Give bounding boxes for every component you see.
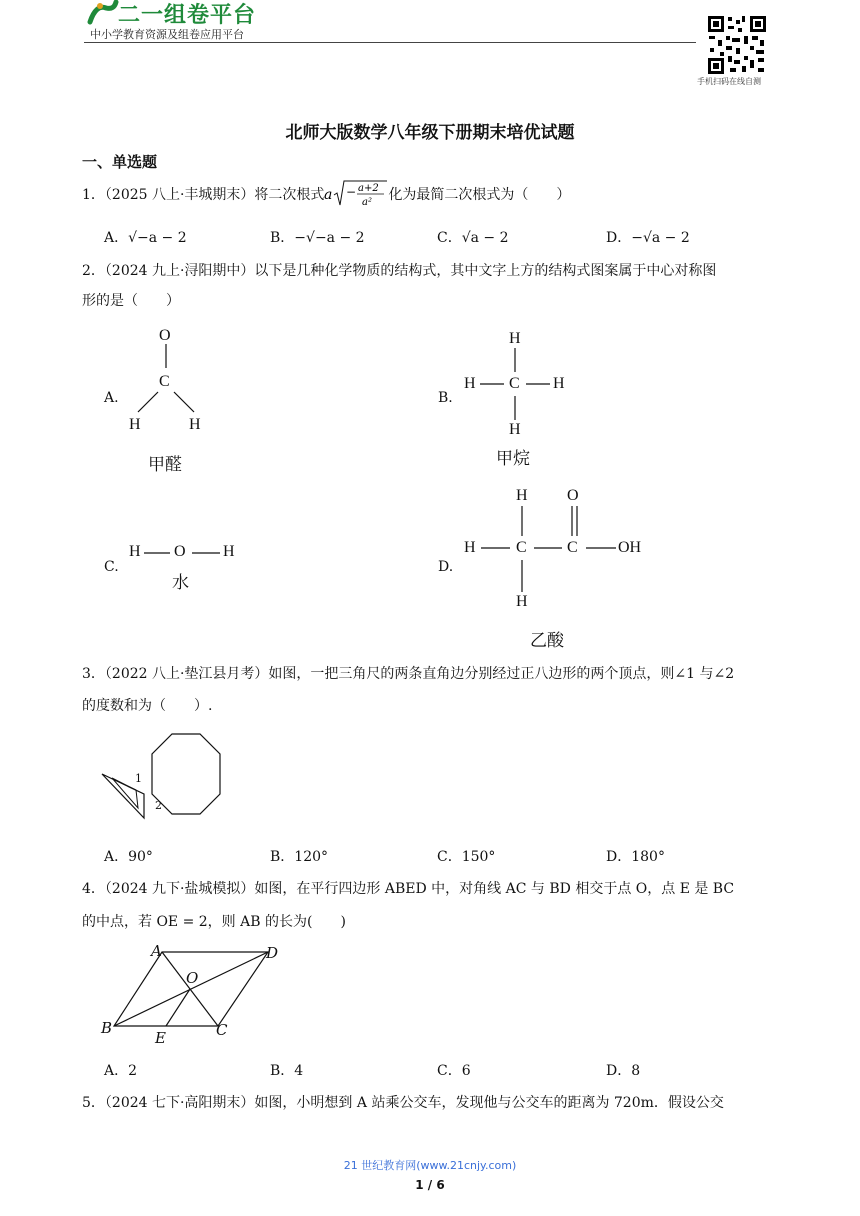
svg-text:a: a <box>324 187 333 203</box>
atom-h: H <box>509 421 521 438</box>
q4-option-a[interactable]: A．2 <box>104 1063 138 1079</box>
question-4-line1: 4．（2024 九下·盐城模拟）如图，在平行四边形 ABED 中，对角线 AC 与 BD 相交于点 O，点 E 是 BC <box>82 881 735 897</box>
methane-name: 甲烷 <box>496 449 530 469</box>
atom-h: H <box>464 375 476 392</box>
atom-c: C <box>567 539 578 556</box>
acetic-acid-name: 乙酸 <box>530 631 564 651</box>
point-o: O <box>186 969 199 987</box>
atom-c: C <box>159 373 170 390</box>
logo-text: 二一组卷平台 <box>118 3 257 28</box>
question-1-text-before: 1．（2025 八上·丰城期末）将二次根式 <box>82 187 325 203</box>
question-2-line1: 2．（2024 九上·浔阳期中）以下是几种化学物质的结构式，其中文字上方的结构式图案属于中心对称图 <box>82 263 717 279</box>
question-3-line1: 3．（2022 八上·垫江县月考）如图，一把三角尺的两条直角边分别经过正八边形的两个顶点，则∠1 与∠2 <box>82 666 735 682</box>
octagon-triangle-diagram <box>98 728 222 828</box>
atom-c: C <box>516 539 527 556</box>
q4-option-b[interactable]: B．4 <box>270 1063 304 1079</box>
q2-option-c-label[interactable]: C. <box>104 559 119 575</box>
footer-link[interactable]: 21 世纪教育网(www.21cnjy.com) <box>343 1159 517 1172</box>
q3-option-d[interactable]: D．180° <box>606 849 665 865</box>
q1-option-a[interactable]: A．√−a − 2 <box>104 230 187 246</box>
header-divider <box>84 42 696 43</box>
atom-c: C <box>509 375 520 392</box>
question-1-text-after: 化为最简二次根式为（ ） <box>388 187 571 203</box>
atom-h: H <box>129 416 141 433</box>
atom-h: H <box>464 539 476 556</box>
svg-text:a²: a² <box>362 197 373 208</box>
q1-option-b[interactable]: B．−√−a − 2 <box>270 230 365 246</box>
atom-h: H <box>516 593 528 610</box>
point-e: E <box>155 1029 166 1047</box>
atom-h: H <box>516 487 528 504</box>
radical-expression <box>324 183 388 208</box>
question-5-line1: 5．（2024 七下·高阳期末）如图，小明想到 A 站乘公交车，发现他与公交车的距离为 720m．假设公交 <box>82 1095 724 1111</box>
angle-2-label: 2 <box>155 799 162 812</box>
parallelogram-diagram <box>100 940 290 1050</box>
q4-option-c[interactable]: C．6 <box>437 1063 471 1079</box>
atom-oh: OH <box>618 539 642 556</box>
question-1 <box>82 182 782 208</box>
q3-option-c[interactable]: C．150° <box>437 849 496 865</box>
site-logo-icon <box>86 0 120 26</box>
atom-o: O <box>159 327 171 344</box>
angle-1-label: 1 <box>135 772 142 785</box>
point-a: A <box>151 942 162 960</box>
svg-text:a+2: a+2 <box>358 183 380 194</box>
site-subtitle: 中小学教育资源及组卷应用平台 <box>90 28 244 41</box>
q4-option-d[interactable]: D．8 <box>606 1063 641 1079</box>
q1-option-d[interactable]: D．−√a − 2 <box>606 230 690 246</box>
atom-h: H <box>553 375 565 392</box>
q2-option-a-label[interactable]: A. <box>104 390 119 406</box>
formaldehyde-name: 甲醛 <box>148 455 182 475</box>
water-name: 水 <box>172 573 189 593</box>
atom-o: O <box>174 543 186 560</box>
q2-option-b-label[interactable]: B. <box>438 390 453 406</box>
qr-code-icon[interactable] <box>706 14 768 76</box>
q3-option-b[interactable]: B．120° <box>270 849 329 865</box>
atom-h: H <box>223 543 235 560</box>
atom-h: H <box>189 416 201 433</box>
atom-h: H <box>509 330 521 347</box>
atom-h: H <box>129 543 141 560</box>
page-number: 1 / 6 <box>415 1178 445 1192</box>
page-title: 北师大版数学八年级下册期末培优试题 <box>285 123 575 143</box>
q1-option-c[interactable]: C．√a − 2 <box>437 230 509 246</box>
point-b: B <box>101 1019 113 1037</box>
atom-o: O <box>567 487 579 504</box>
q3-option-a[interactable]: A．90° <box>104 849 153 865</box>
question-3-line2: 的度数和为（ ）. <box>82 698 213 714</box>
svg-text:−: − <box>346 185 357 199</box>
section-heading: 一、单选题 <box>82 153 158 171</box>
qr-label: 手机扫码在线自测 <box>697 77 761 86</box>
question-4-line2: 的中点，若 OE = 2，则 AB 的长为( ) <box>82 914 346 930</box>
q2-option-d-label[interactable]: D. <box>438 559 454 575</box>
question-2-line2: 形的是（ ） <box>82 293 180 309</box>
point-d: D <box>266 944 279 962</box>
point-c: C <box>216 1021 228 1039</box>
